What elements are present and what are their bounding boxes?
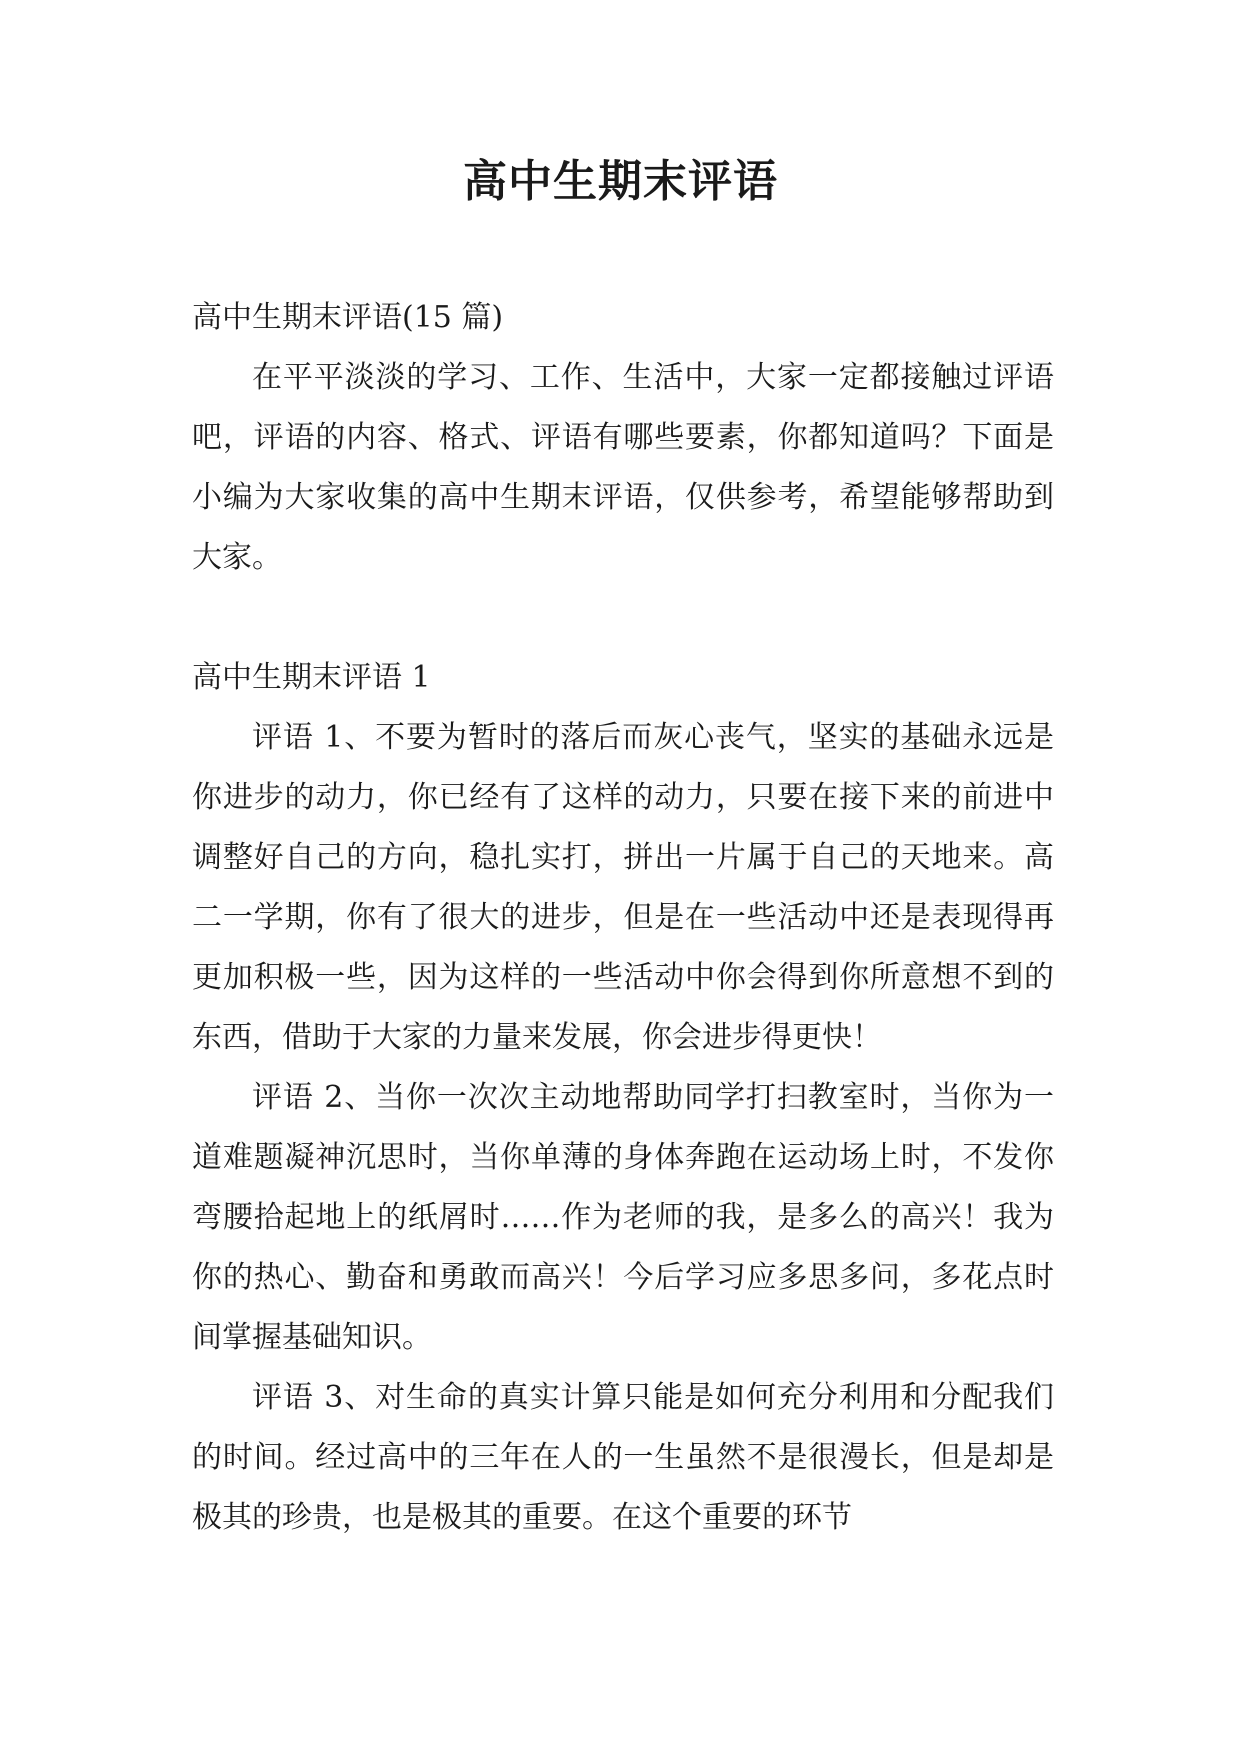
section-spacer	[192, 588, 1054, 648]
document-subtitle: 高中生期末评语(15 篇)	[192, 300, 504, 335]
section-heading: 高中生期末评语 1	[192, 660, 431, 695]
comment-paragraph-3: 评语 3、对生命的真实计算只能是如何充分利用和分配我们的时间。经过高中的三年在人的一生虽然不是很漫长，但是却是极其的珍贵，也是极其的重要。在这个重要的环节	[192, 1380, 1054, 1535]
document-title: 高中生期末评语	[463, 156, 778, 207]
intro-paragraph: 在平平淡淡的学习、工作、生活中，大家一定都接触过评语吧，评语的内容、格式、评语有哪些要素，你都知道吗？下面是小编为大家收集的高中生期末评语，仅供参考，希望能够帮助到大家。	[192, 360, 1054, 575]
comment-paragraph-2: 评语 2、当你一次次主动地帮助同学打扫教室时，当你为一道难题凝神沉思时，当你单薄的身体奔跑在运动场上时，不发你弯腰拾起地上的纸屑时……作为老师的我，是多么的高兴！我为你的热心、勤奋和勇敢而高兴！今后学习应多思多问，多花点时间掌握基础知识。	[192, 1080, 1054, 1355]
comment-paragraph-1: 评语 1、不要为暂时的落后而灰心丧气，坚实的基础永远是你进步的动力，你已经有了这样的动力，只要在接下来的前进中调整好自己的方向，稳扎实打，拼出一片属于自己的天地来。高二一学期，你有了很大的进步，但是在一些活动中还是表现得再更加积极一些，因为这样的一些活动中你会得到你所意想不到的东西，借助于大家的力量来发展，你会进步得更快！	[192, 720, 1054, 1055]
document-body	[192, 288, 1054, 1548]
